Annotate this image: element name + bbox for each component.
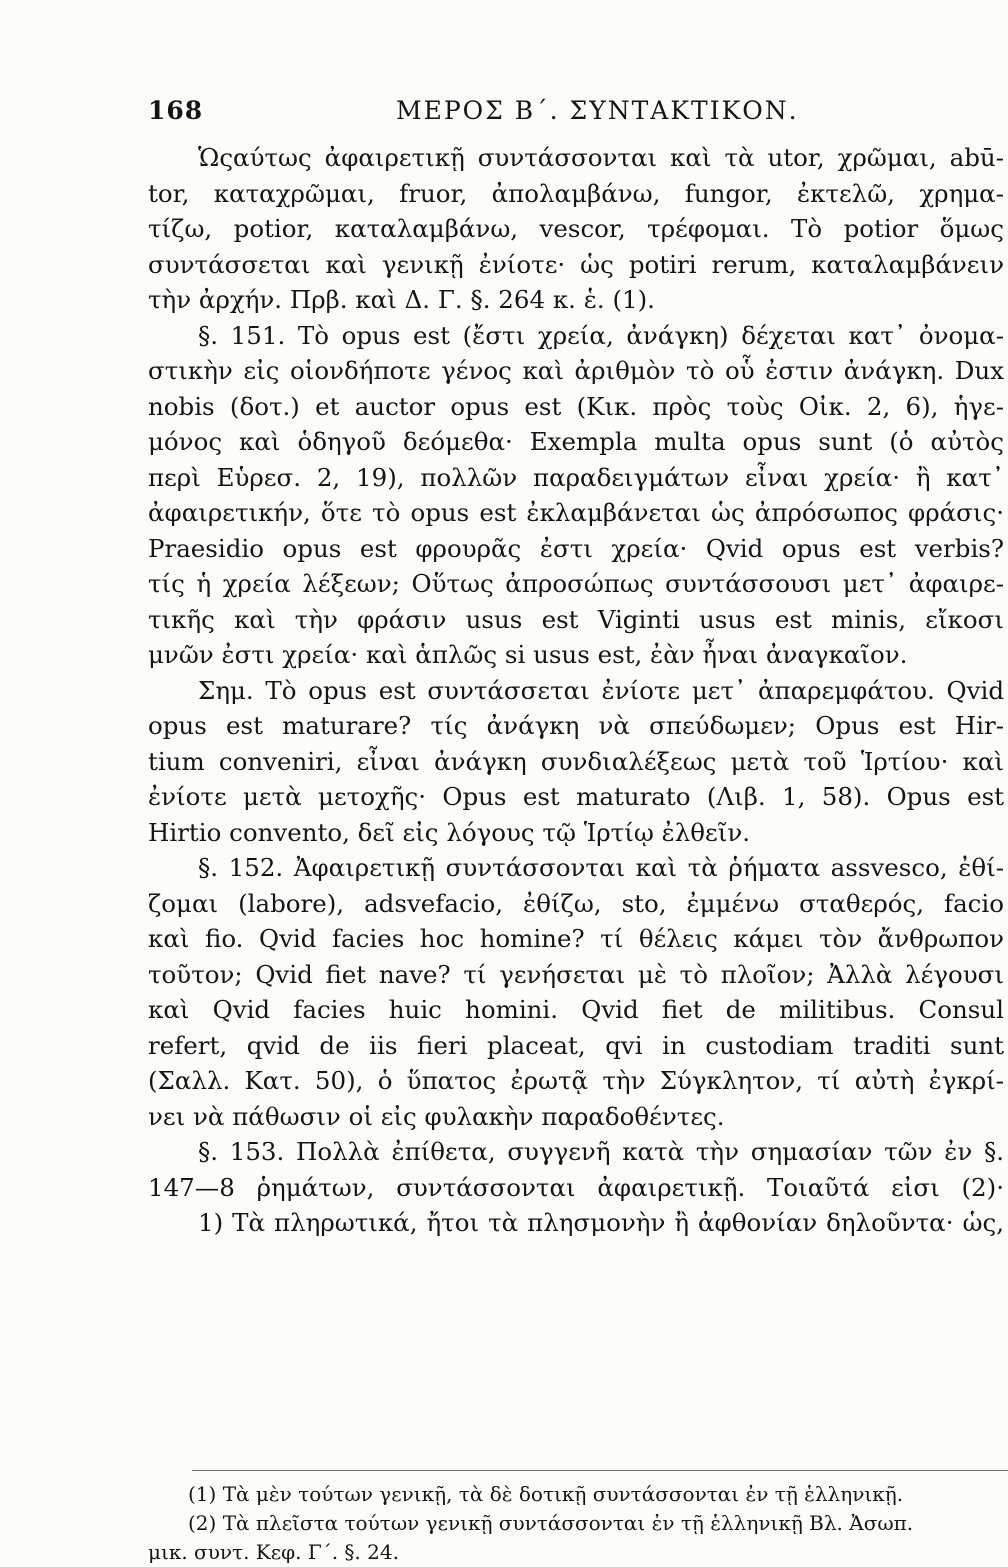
text-line: tium conveniri, εἶναι ἀνάγκη συνδιαλέξεως μετὰ τοῦ Ἱρτίου· καὶ [148,746,1004,776]
text-line: νει νὰ πάθωσιν οἱ εἰς φυλακὴν παραδοθέντες. [148,1101,725,1131]
running-title: ΜΕΡΟΣ Β΄. ΣΥΝΤΑΚΤΙΚΟΝ. [396,96,799,125]
footnote-divider [192,1470,1008,1471]
text-line: τὴν ἀρχήν. Πρβ. καὶ Δ. Γ. §. 264 κ. ἑ. (1). [148,285,655,314]
section-152-heading-line: §. 152. Ἀφαιρετικῇ συντάσσονται καὶ τὰ ῥήματα assvesco, ἐθί- [198,853,1004,882]
list-item-line: 1) Τὰ πληρωτικά, ἤτοι τὰ πλησμονὴν ἢ ἀφθονίαν δηλοῦντα· ὡς, [198,1208,1004,1237]
text-line: καὶ Qvid facies huic homini. Qvid fiet de militibus. Consul [148,995,1004,1024]
text-line: tor, καταχρῶμαι, fruor, ἀπολαμβάνω, fungor, ἐκτελῶ, χρημα- [148,178,1004,208]
page-number: 168 [148,96,204,125]
body-text [148,140,1004,1241]
text-line: τίς ἡ χρεία λέξεων; Οὕτως ἀπροσώπως συντάσσουσι μετ᾽ ἀφαιρε- [148,569,1004,598]
note-heading-line: Σημ. Τὸ opus est συντάσσεται ἐνίοτε μετ᾽ ἀπαρεμφάτου. Qvid [198,675,1004,705]
text-line: refert, qvid de iis fieri placeat, qvi in custodiam traditi sunt [148,1030,1004,1060]
text-line: στικὴν εἰς οἱονδήποτε γένος καὶ ἀριθμὸν τὸ οὗ ἐστιν ἀνάγκη. Dux [148,356,1004,385]
text-line: (Σαλλ. Κατ. 50), ὁ ὕπατος ἐρωτᾷ τὴν Σύγκλητον, τί αὐτὴ ἐγκρί- [148,1066,1004,1095]
text-line: καὶ fio. Qvid facies hoc homine? τί θέλεις κάμει τὸν ἄνθρωπον [148,924,1004,953]
footnote-1: (1) Τὰ μὲν τούτων γενικῇ, τὰ δὲ δοτικῇ συντάσσονται ἐν τῇ ἑλληνικῇ. [188,1482,904,1506]
footnote-2-continuation: μικ. συντ. Κεφ. Γ΄. §. 24. [148,1540,399,1564]
footnotes [148,1480,1004,1567]
section-151-heading-line: §. 151. Τὸ opus est (ἔστι χρεία, ἀνάγκη) δέχεται κατ᾽ ὀνομα- [198,320,1004,350]
section-153-heading-line: §. 153. Πολλὰ ἐπίθετα, συγγενῆ κατὰ τὴν σημασίαν τῶν ἐν §. [198,1137,1004,1166]
text-line: τικῆς καὶ τὴν φράσιν usus est Viginti usus est minis, εἴκοσι [148,604,1004,634]
text-line: opus est maturare? τίς ἀνάγκη νὰ σπεύδωμεν; Opus est Hir- [148,711,1004,740]
text-line: Ὡςαύτως ἀφαιρετικῇ συντάσσονται καὶ τὰ utor, χρῶμαι, abū- [198,143,1004,172]
text-line: τίζω, potior, καταλαμβάνω, vescor, τρέφομαι. Τὸ potior ὅμως [148,214,1004,243]
text-line: μόνος καὶ ὁδηγοῦ δεόμεθα· Exempla multa opus sunt (ὁ αὐτὸς [148,427,1004,456]
text-line: μνῶν ἐστι χρεία· καὶ ἁπλῶς si usus est, ἐὰν ἦναι ἀναγκαῖον. [148,640,908,669]
text-line: τοῦτον; Qvid fiet nave? τί γενήσεται μὲ τὸ πλοῖον; Ἀλλὰ λέγουσι [148,959,1004,989]
text-line: nobis (δοτ.) et auctor opus est (Κικ. πρὸς τοὺς Οἰκ. 2, 6), ἡγε- [148,391,1004,421]
text-line: περὶ Εὑρεσ. 2, 19), πολλῶν παραδειγμάτων εἶναι χρεία· ἢ κατ᾽ [148,462,1004,492]
running-head [148,96,1008,136]
text-line: Hirtio convento, δεῖ εἰς λόγους τῷ Ἱρτίῳ ἐλθεῖν. [148,817,750,847]
text-line: ζομαι (labore), adsvefacio, ἐθίζω, sto, ἐμμένω σταθερός, facio [148,888,1004,918]
text-line: συντάσσεται καὶ γενικῇ ἐνίοτε· ὡς potiri rerum, καταλαμβάνειν [148,249,1004,279]
text-line: 147—8 ῥημάτων, συντάσσονται ἀφαιρετικῇ. Τοιαῦτά εἰσι (2)· [148,1172,1004,1202]
footnote-2: (2) Τὰ πλεῖστα τούτων γενικῇ συντάσσονται ἐν τῇ ἑλληνικῇ Βλ. Ἀσωπ. [188,1511,914,1535]
text-line: Praesidio opus est φρουρᾶς ἐστι χρεία· Qvid opus est verbis? [148,533,1004,563]
text-line: ἐνίοτε μετὰ μετοχῆς· Opus est maturato (Λιβ. 1, 58). Opus est [148,782,1004,811]
text-line: ἀφαιρετικήν, ὅτε τὸ opus est ἐκλαμβάνεται ὡς ἀπρόσωπος φράσις· [148,498,1004,527]
